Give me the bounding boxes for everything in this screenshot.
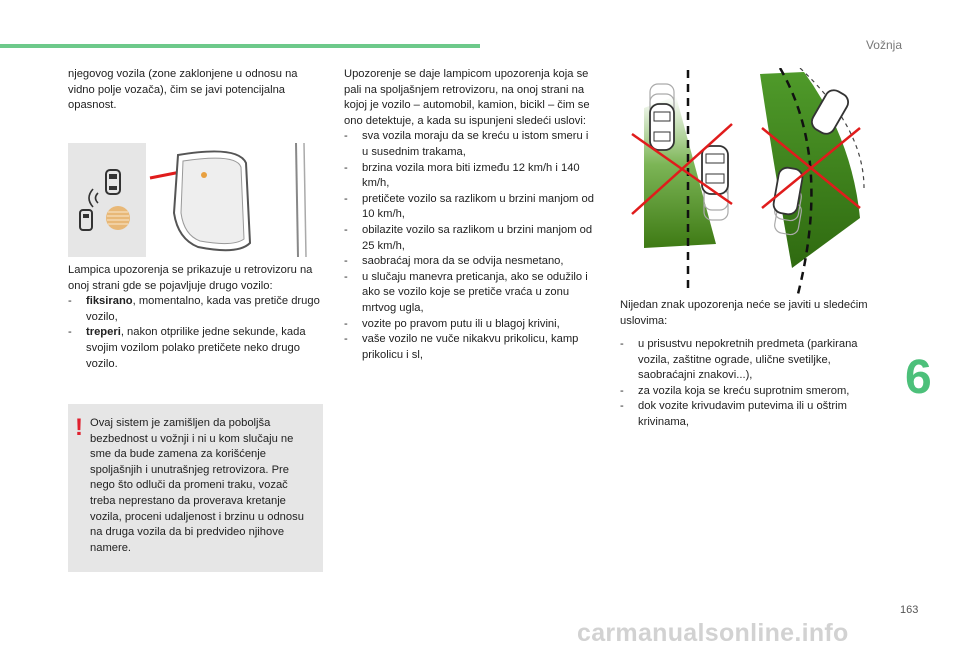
page-number: 163 (900, 604, 919, 616)
road-scenarios-illustration (620, 68, 872, 294)
warning-box (68, 404, 323, 572)
list-item (68, 325, 326, 372)
list-item: - saobraćaj mora da se odvija nesmetano, (344, 254, 596, 270)
chapter-number: 6 (905, 351, 932, 404)
mirror-illustration (68, 143, 324, 257)
list-item: - u prisustvu nepokretnih predmeta (parkirana vozila, zaštitne ograde, ulične svetiljke, saobraćajni znakovi...), (620, 337, 870, 384)
exclamation-icon: ! (75, 414, 83, 441)
mode-text: , momentalno, kada vas pretiče drugo vozilo, (86, 295, 320, 323)
mirror-warning-lamp (201, 172, 207, 178)
mode-term: fiksirano (86, 295, 133, 308)
list-item: - vozite po pravom putu ili u blagoj krivini, (344, 317, 596, 333)
section-title: Vožnja (865, 38, 902, 52)
col3-intro (620, 298, 870, 329)
exceptions-list (620, 337, 870, 431)
indicator-panel (68, 143, 146, 257)
mode-term: treperi (86, 326, 121, 339)
col1-lamp-section (68, 263, 326, 372)
side-mirror (174, 143, 306, 257)
lamp-modes-list (68, 294, 326, 372)
header-accent-bar (0, 44, 480, 48)
list-item: - obilazite vozilo sa razlikom u brzini manjom od 25 km/h, (344, 223, 596, 254)
watermark: carmanualsonline.info (577, 619, 849, 647)
list-item: - u slučaju manevra preticanja, ako se odužilo i ako se vozilo koje se pretiče vraća u zonu mrtvog ugla, (344, 270, 596, 317)
col1-intro-text: njegovog vozila (zone zaklonjene u odnosu na vidno polje vozača), čim se javi potencijalna opasnost. (68, 68, 298, 112)
list-item: - vaše vozilo ne vuče nikakvu prikolicu, kamp prikolicu i sl, (344, 332, 596, 363)
mode-text: , nakon otprilike jedne sekunde, kada svojim vozilom polako pretičete neko drugo vozilo. (86, 326, 306, 370)
conditions-list (344, 129, 596, 363)
col3-exceptions (620, 337, 870, 431)
warning-text: Ovaj sistem je zamišljen da poboljša bezbednost u vožnji i ni u kom slučaju ne sme da bude zamena za korišćenje spoljašnjih i unutrašnjeg retrovizora. Pre nego što odluči da promeni traku, vozač treba neprestano da proverava kretanje vozila, proceni udaljenost i brzinu u odnosu na druga vozila da bi predvideo njihove namere. (90, 417, 304, 554)
list-item: - sva vozila moraju da se kreću u istom smeru i u susednim trakama, (344, 129, 596, 160)
list-item: - brzina vozila mora biti između 12 km/h i 140 km/h, (344, 161, 596, 192)
list-item: - pretičete vozilo sa razlikom u brzini manjom od 10 km/h, (344, 192, 596, 223)
col1-intro (68, 67, 326, 114)
list-item (68, 294, 326, 325)
col2-conditions (344, 67, 596, 363)
list-item: - za vozila koja se kreću suprotnim smerom, (620, 384, 870, 400)
conditions-intro: Upozorenje se daje lampicom upozorenja koja se pali na spoljašnjem retrovizoru, na onoj strani na kojoj je vozilo – automobil, kamion, bicikl – čim se ono detektuje, a kada su ispunjeni sledeći uslovi: (344, 68, 590, 127)
exceptions-intro: Nijedan znak upozorenja neće se javiti u sledećim uslovima: (620, 299, 868, 327)
warning-lamp-icon (106, 206, 130, 230)
list-item: - dok vozite krivudavim putevima ili u oštrim krivinama, (620, 399, 870, 430)
car-icon (650, 104, 674, 150)
lamp-intro: Lampica upozorenja se prikazuje u retrovizoru na onoj strani gde se pojavljuje drugo vozilo: (68, 264, 313, 292)
